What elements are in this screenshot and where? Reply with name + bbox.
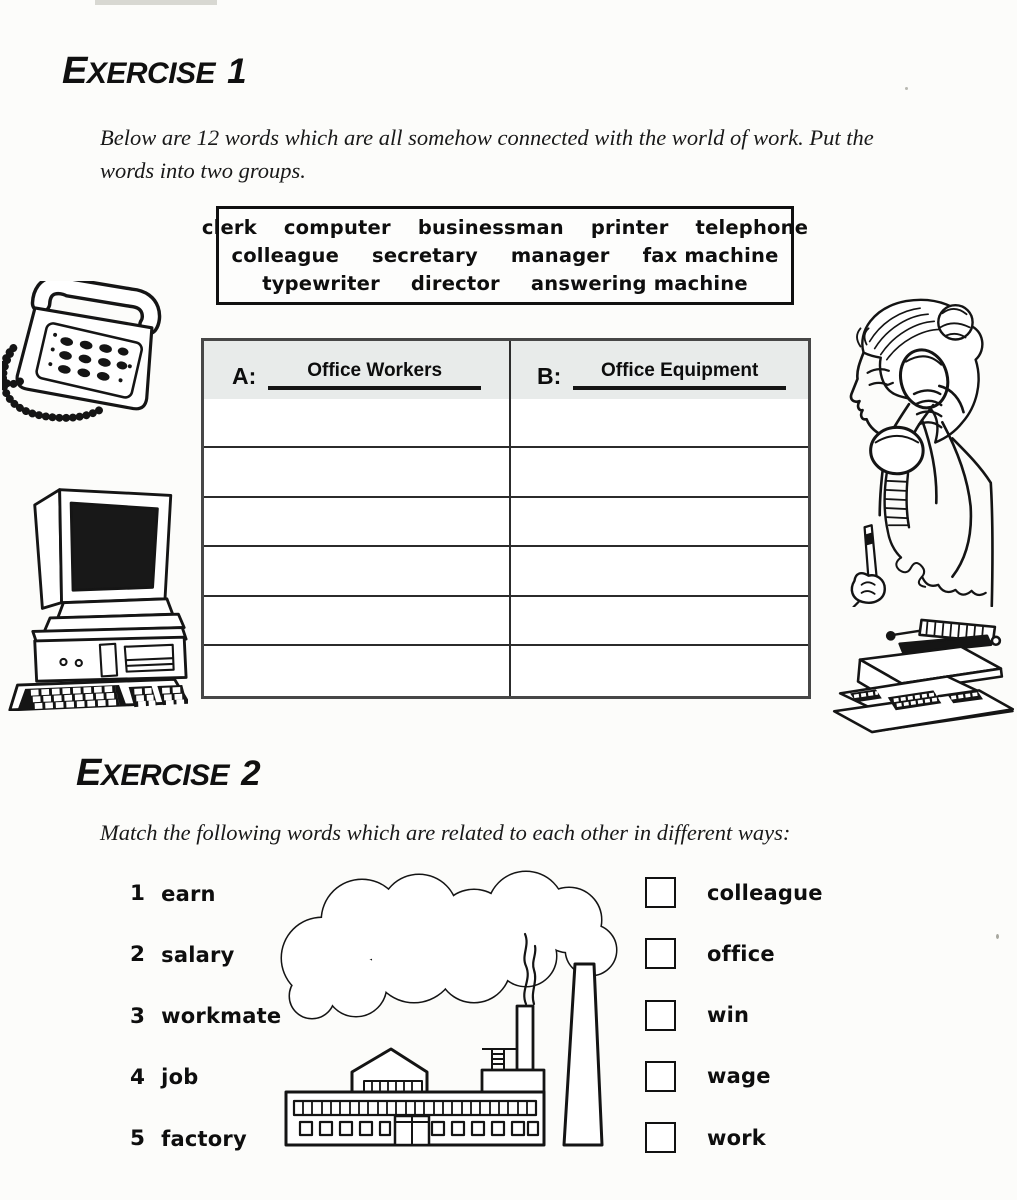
exercise2-heading-initial: E bbox=[76, 752, 101, 794]
exercise2-heading bbox=[76, 752, 260, 795]
typewriter-fax-icon bbox=[830, 614, 1014, 738]
exercise1-heading-initial: E bbox=[62, 50, 87, 92]
checkbox-item bbox=[645, 1061, 823, 1092]
list-item bbox=[130, 880, 281, 907]
answer-cell-b[interactable] bbox=[506, 399, 808, 446]
exercise1-heading-number: 1 bbox=[227, 52, 247, 91]
table-body bbox=[204, 399, 808, 695]
checkbox-item bbox=[645, 1000, 823, 1031]
table-row bbox=[204, 597, 808, 646]
item-word: factory bbox=[161, 1126, 247, 1151]
word-bank-word: secretary bbox=[372, 244, 478, 267]
table-row bbox=[204, 448, 808, 497]
woman-on-phone-icon bbox=[822, 289, 996, 607]
list-item bbox=[130, 1064, 281, 1091]
typewriter-fax-illustration bbox=[830, 614, 1014, 738]
table-row bbox=[204, 646, 808, 695]
word-bank-word: computer bbox=[283, 216, 391, 239]
instruction-line: Match the following words which are related to each other in different ways: bbox=[100, 820, 791, 845]
item-number: 5 bbox=[130, 1126, 146, 1152]
answer-cell-a[interactable] bbox=[204, 448, 506, 495]
word-bank-line bbox=[219, 272, 791, 295]
answer-cell-b[interactable] bbox=[506, 448, 808, 495]
checkbox-item bbox=[645, 1122, 823, 1153]
word-bank-word: answering machine bbox=[530, 272, 748, 295]
item-number: 4 bbox=[130, 1064, 146, 1090]
grouping-table bbox=[201, 338, 811, 699]
checkbox-label: wage bbox=[707, 1064, 771, 1089]
desktop-computer-illustration bbox=[6, 479, 188, 711]
list-item bbox=[130, 1003, 281, 1030]
checkbox[interactable] bbox=[645, 938, 676, 969]
desktop-computer-icon bbox=[6, 479, 188, 711]
table-header bbox=[204, 341, 808, 399]
word-bank-word: typewriter bbox=[262, 272, 380, 295]
word-bank-box bbox=[201, 206, 809, 305]
scan-artifact-bar bbox=[95, 0, 217, 5]
checkbox-label: office bbox=[707, 941, 775, 966]
checkbox[interactable] bbox=[645, 1122, 676, 1153]
item-word: workmate bbox=[161, 1004, 282, 1029]
column-a-prefix: A: bbox=[232, 363, 257, 389]
list-item bbox=[130, 1125, 281, 1152]
answer-cell-a[interactable] bbox=[204, 498, 506, 545]
checkbox[interactable] bbox=[645, 1061, 676, 1092]
exercise2-instruction bbox=[100, 817, 790, 850]
item-number: 2 bbox=[130, 942, 146, 968]
item-word: earn bbox=[161, 881, 216, 906]
answer-cell-a[interactable] bbox=[204, 399, 506, 446]
table-row bbox=[204, 547, 808, 596]
item-number: 1 bbox=[130, 881, 146, 906]
item-word: salary bbox=[161, 942, 235, 967]
checkbox[interactable] bbox=[645, 1000, 676, 1031]
exercise1-heading bbox=[62, 50, 246, 93]
word-bank-word: telephone bbox=[695, 216, 809, 239]
answer-cell-a[interactable] bbox=[204, 547, 506, 594]
instruction-line: Below are 12 words which are all somehow connected with the world of work. Put the bbox=[100, 125, 874, 150]
factory-illustration bbox=[264, 858, 624, 1168]
answer-cell-a[interactable] bbox=[204, 646, 506, 695]
word-bank-word: printer bbox=[590, 216, 669, 239]
item-word: job bbox=[161, 1065, 199, 1090]
instruction-line: words into two groups. bbox=[100, 157, 306, 183]
match-word-list bbox=[130, 880, 281, 1152]
item-number: 3 bbox=[130, 1003, 146, 1029]
word-bank-word: fax machine bbox=[642, 244, 779, 267]
column-b-label: Office Equipment bbox=[573, 360, 786, 390]
table-row bbox=[204, 399, 808, 448]
match-checkbox-list bbox=[645, 877, 823, 1153]
word-bank-word: colleague bbox=[231, 244, 340, 267]
header-cell-a bbox=[204, 341, 503, 399]
checkbox-item bbox=[645, 938, 823, 969]
factory-icon bbox=[264, 858, 624, 1168]
word-bank-line bbox=[219, 244, 791, 267]
word-bank-word: director bbox=[410, 272, 500, 295]
scan-artifact-dot bbox=[905, 87, 908, 90]
answer-cell-b[interactable] bbox=[506, 547, 808, 594]
answer-cell-b[interactable] bbox=[506, 498, 808, 545]
exercise1-instruction bbox=[100, 122, 874, 187]
answer-cell-b[interactable] bbox=[506, 597, 808, 644]
word-bank-word: businessman bbox=[417, 216, 564, 239]
checkbox-label: colleague bbox=[707, 880, 823, 905]
word-bank-word: clerk bbox=[201, 216, 257, 239]
scan-artifact-dot bbox=[996, 934, 999, 939]
column-b-prefix: B: bbox=[537, 363, 562, 389]
desk-telephone-illustration bbox=[2, 281, 170, 429]
woman-on-phone-illustration bbox=[822, 289, 996, 607]
checkbox-item bbox=[645, 877, 823, 908]
column-a-label: Office Workers bbox=[268, 360, 481, 390]
checkbox-label: win bbox=[707, 1003, 750, 1028]
list-item bbox=[130, 941, 281, 968]
answer-cell-a[interactable] bbox=[204, 597, 506, 644]
exercise2-heading-rest: XERCISE bbox=[100, 759, 230, 792]
exercise1-heading-rest: XERCISE bbox=[86, 57, 216, 90]
table-row bbox=[204, 498, 808, 547]
desk-telephone-icon bbox=[2, 281, 170, 429]
checkbox-label: work bbox=[707, 1125, 766, 1150]
word-bank-word: manager bbox=[510, 244, 610, 267]
answer-cell-b[interactable] bbox=[506, 646, 808, 695]
exercise2-heading-number: 2 bbox=[241, 754, 261, 793]
header-cell-b bbox=[503, 341, 808, 399]
checkbox[interactable] bbox=[645, 877, 676, 908]
word-bank-line bbox=[201, 216, 809, 239]
